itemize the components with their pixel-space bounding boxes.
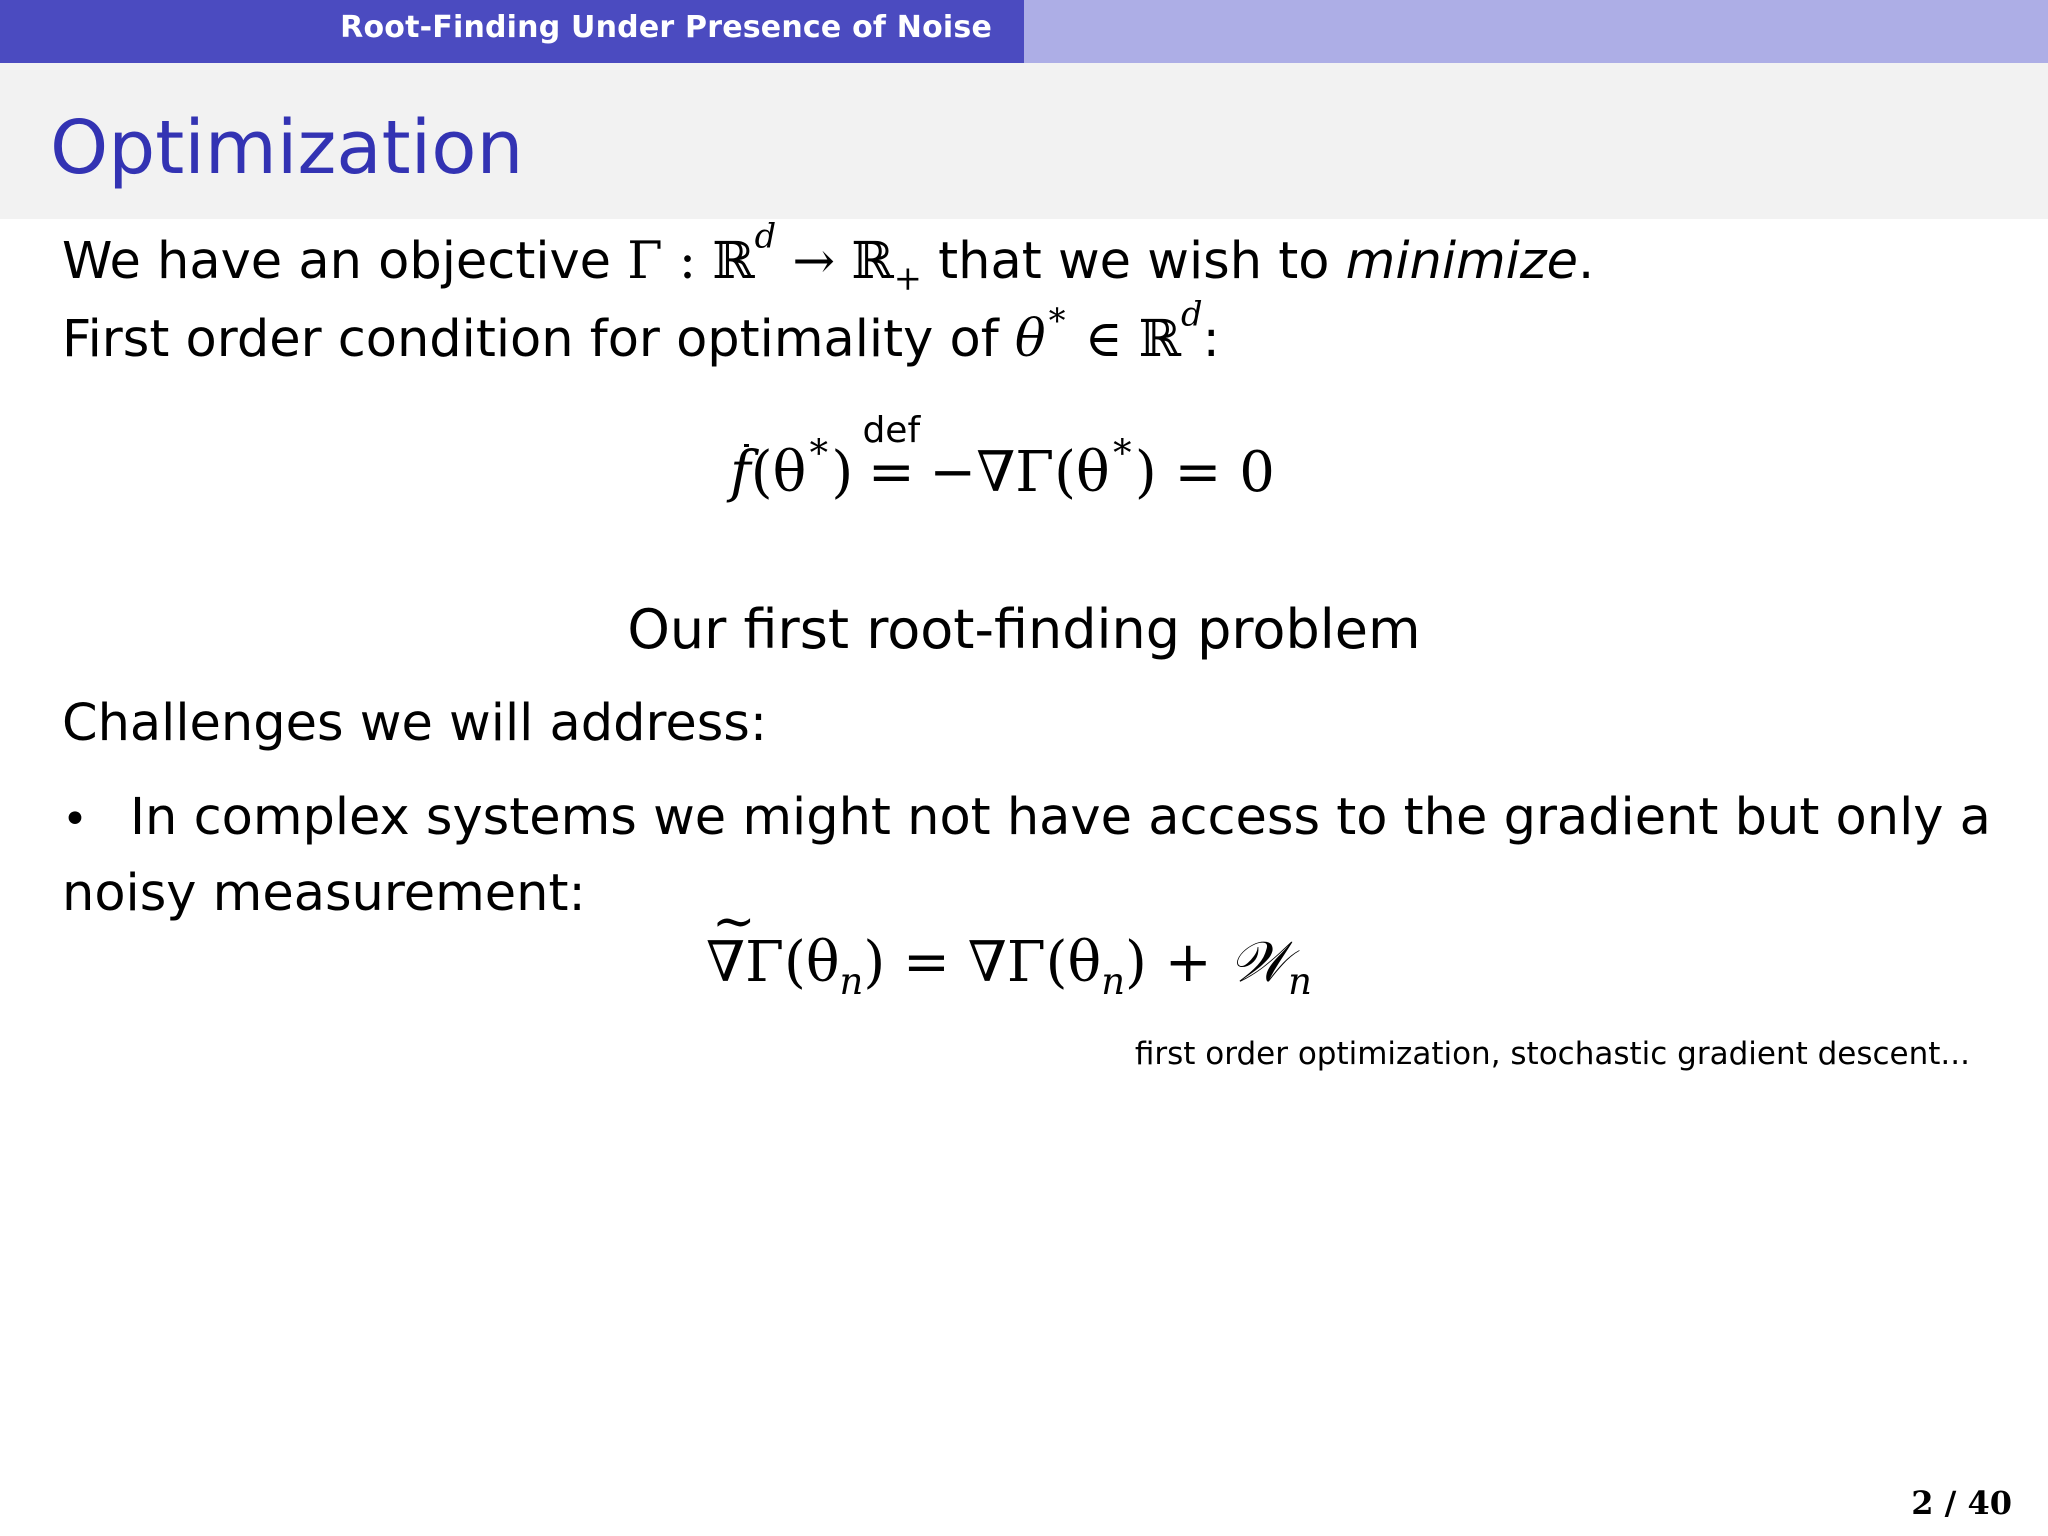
challenges-heading: Challenges we will address: xyxy=(62,694,768,753)
page-number: 2 / 40 xyxy=(1911,1484,2012,1522)
eq1-rhs-star: ∗ xyxy=(1109,423,1135,467)
first-order-colon: : xyxy=(1202,310,1220,369)
objective-emphasis: minimize xyxy=(1345,232,1578,291)
eq1-close: ) xyxy=(831,440,854,505)
def-label: def xyxy=(862,410,921,451)
section-title[interactable]: Root-Finding Under Presence of Noise xyxy=(340,10,992,45)
eq1-rhs: −∇Γ(θ xyxy=(929,440,1110,505)
eq2-mid: ) = ∇Γ(θ xyxy=(863,930,1102,995)
objective-math: Γ : ℝ xyxy=(627,232,755,291)
def-equals xyxy=(859,410,923,505)
f-bar: f xyxy=(730,440,751,505)
objective-line xyxy=(62,216,1595,298)
eq2-sub-n2: n xyxy=(1101,959,1126,1003)
eq1-star: ∗ xyxy=(806,423,832,467)
reals-sup: d xyxy=(1181,294,1203,334)
objective-text-a: We have an objective xyxy=(62,232,628,291)
noisy-gradient-equation xyxy=(706,930,1312,1003)
header-left-band xyxy=(0,0,1024,63)
eq1-rhs-end: ) = 0 xyxy=(1134,440,1275,505)
header-right-band xyxy=(1024,0,2048,63)
first-order-line xyxy=(62,294,1220,369)
objective-arrow: → ℝ xyxy=(776,232,894,291)
eq2-sub-n1: n xyxy=(839,959,864,1003)
optimality-equation xyxy=(730,410,1275,505)
frame-title: Optimization xyxy=(50,105,524,191)
frame-title-band xyxy=(0,63,2048,219)
objective-text-b: that we wish to xyxy=(921,232,1346,291)
in-reals: ∈ ℝ xyxy=(1068,310,1182,369)
theta-symbol: θ xyxy=(1014,310,1046,369)
bullet-continuation: noisy measurement: xyxy=(62,864,586,923)
eq1-arg: (θ xyxy=(750,440,807,505)
eq2-sub-n3: n xyxy=(1288,959,1312,1003)
eq2-plus: ) + xyxy=(1125,930,1230,995)
bullet-text: In complex systems we might not have access to the gradient but only a xyxy=(130,788,1991,847)
header-bar xyxy=(0,0,2048,63)
theta-star: ∗ xyxy=(1045,294,1069,334)
objective-sub: + xyxy=(893,258,922,298)
first-order-text: First order condition for optimality of xyxy=(62,310,1015,369)
root-finding-caption: Our first root-finding problem xyxy=(627,598,1421,661)
def-equals-sign: = xyxy=(867,440,915,505)
method-note: first order optimization, stochastic gradient descent... xyxy=(1134,1036,1970,1072)
eq2-lhs: Γ(θ xyxy=(745,930,840,995)
bullet-item xyxy=(62,788,1991,847)
bullet-icon: • xyxy=(62,794,88,845)
objective-text-c: . xyxy=(1578,232,1595,291)
eq2-w: 𝒲 xyxy=(1229,930,1289,995)
nabla-tilde: ~ ∇ xyxy=(706,930,745,995)
objective-sup: d xyxy=(754,216,777,256)
